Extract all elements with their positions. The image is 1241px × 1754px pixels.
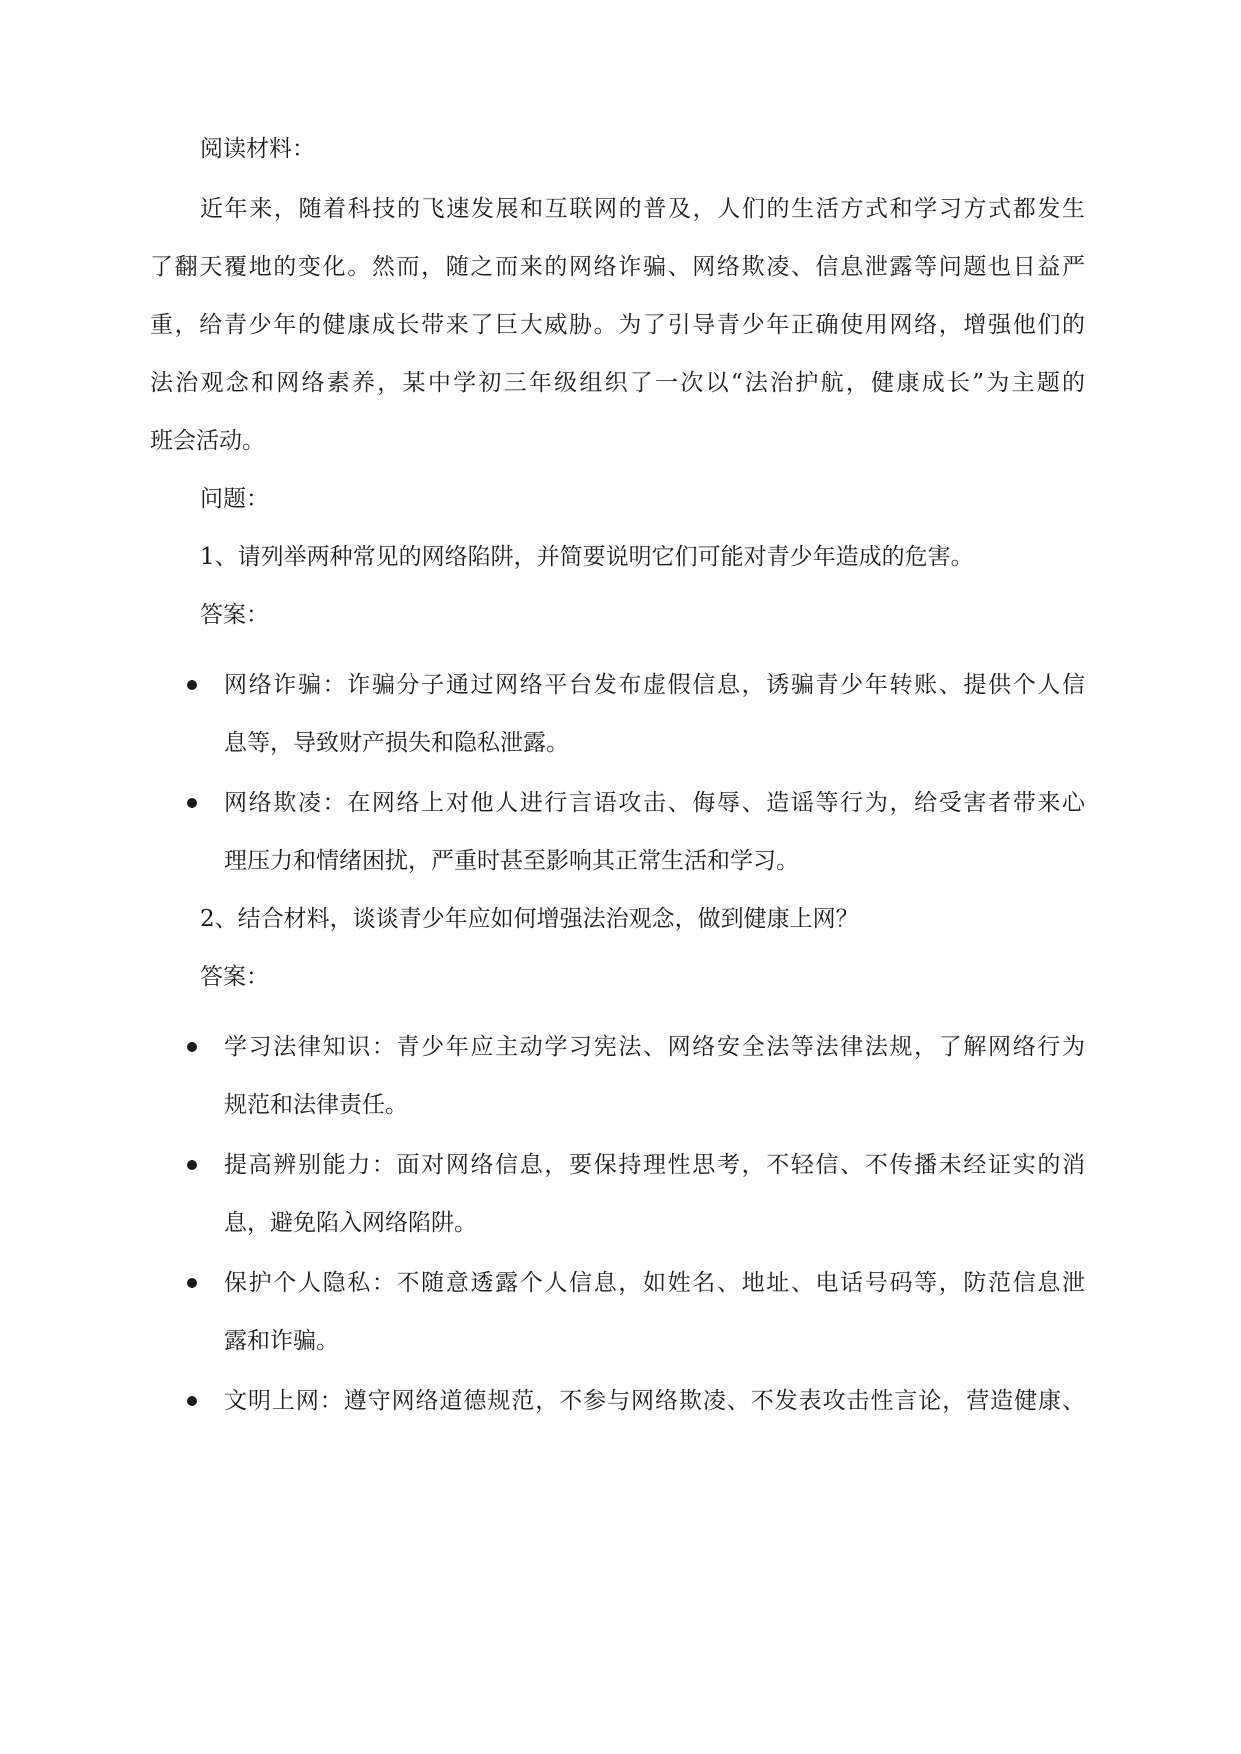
questions-heading: 问题： [200,486,269,512]
bullet-icon [187,1160,197,1170]
bullet-icon [187,798,197,808]
bullet-icon [187,680,197,690]
material-line: 近年来，随着科技的飞速发展和互联网的普及，人们的生活方式和学习方式都发生 [200,196,1085,222]
material-line: 重，给青少年的健康成长带来了巨大威胁。为了引导青少年正确使用网络，增强他们的 [150,312,1085,338]
material-heading: 阅读材料： [200,136,315,162]
bullet-icon [187,1042,197,1052]
answer-item: 文明上网：遵守网络道德规范，不参与网络欺凌、不发表攻击性言论，营造健康、 [224,1388,1085,1414]
material-line: 班会活动。 [150,428,265,454]
material-line: 法治观念和网络素养，某中学初三年级组织了一次以“法治护航，健康成长”为主题的 [150,370,1085,396]
answer-item: 学习法律知识：青少年应主动学习宪法、网络安全法等法律法规，了解网络行为 [224,1034,1085,1060]
question-2: 2、结合材料，谈谈青少年应如何增强法治观念，做到健康上网？ [200,906,859,932]
answer-item: 网络欺凌：在网络上对他人进行言语攻击、侮辱、造谣等行为，给受害者带来心 [224,790,1085,816]
answer-item-continued: 理压力和情绪困扰，严重时甚至影响其正常生活和学习。 [224,848,799,874]
answer-item: 提高辨别能力：面对网络信息，要保持理性思考，不轻信、不传播未经证实的消 [224,1152,1085,1178]
answer-item-continued: 息，避免陷入网络陷阱。 [224,1210,477,1236]
answer-item: 保护个人隐私：不随意透露个人信息，如姓名、地址、电话号码等，防范信息泄 [224,1270,1085,1296]
answer-item-continued: 息等，导致财产损失和隐私泄露。 [224,730,569,756]
answer-item: 网络诈骗：诈骗分子通过网络平台发布虚假信息，诱骗青少年转账、提供个人信 [224,672,1085,698]
answer-label-2: 答案： [200,964,269,990]
bullet-icon [187,1396,197,1406]
answer-item-continued: 露和诈骗。 [224,1328,339,1354]
question-1: 1、请列举两种常见的网络陷阱，并简要说明它们可能对青少年造成的危害。 [200,544,974,570]
answer-label-1: 答案： [200,602,269,628]
answer-item-continued: 规范和法律责任。 [224,1092,408,1118]
bullet-icon [187,1278,197,1288]
material-line: 了翻天覆地的变化。然而，随之而来的网络诈骗、网络欺凌、信息泄露等问题也日益严 [150,254,1085,280]
